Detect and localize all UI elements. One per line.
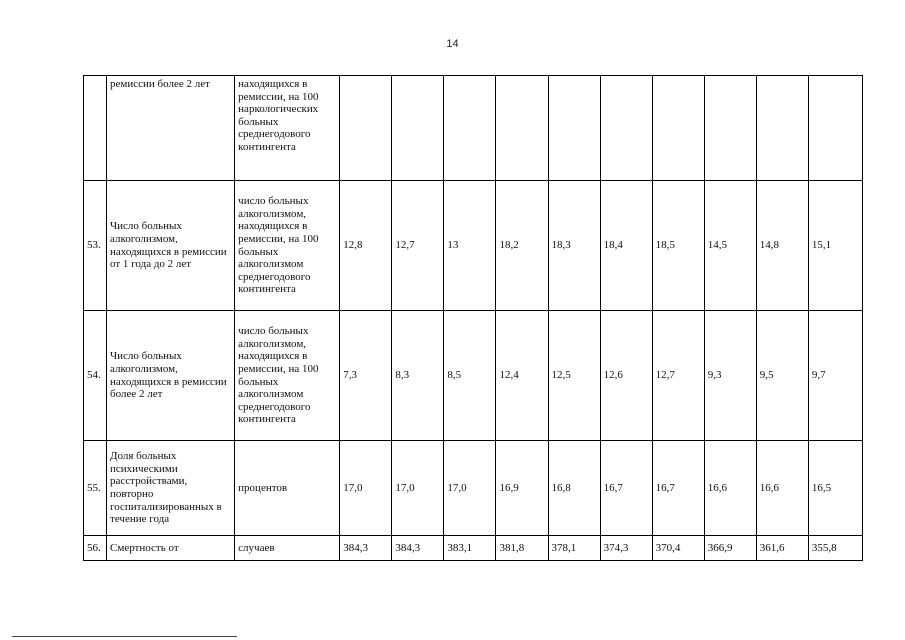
value-cell: 14,5 [704,181,756,311]
row-number: 53. [84,181,107,311]
value-cell: 16,6 [704,441,756,536]
value-cell [704,76,756,181]
row-number [84,76,107,181]
value-cell: 381,8 [496,536,548,561]
value-cell: 16,7 [652,441,704,536]
table-row [84,441,863,536]
indicator-unit: число больных алкоголизмом, находящихся в ремиссии, на 100 больных алкоголизмом среднегодового контингента [235,311,340,441]
value-cell [444,76,496,181]
value-cell: 18,5 [652,181,704,311]
row-number: 56. [84,536,107,561]
value-cell: 383,1 [444,536,496,561]
value-cell: 12,7 [392,181,444,311]
value-cell: 13 [444,181,496,311]
value-cell: 18,2 [496,181,548,311]
value-cell: 366,9 [704,536,756,561]
value-cell: 378,1 [548,536,600,561]
value-cell [808,76,862,181]
indicator-name: Смертность от [107,536,235,561]
value-cell: 12,8 [340,181,392,311]
indicators-table [83,75,863,561]
value-cell: 17,0 [340,441,392,536]
value-cell: 9,7 [808,311,862,441]
value-cell: 15,1 [808,181,862,311]
value-cell: 384,3 [392,536,444,561]
value-cell [600,76,652,181]
value-cell: 361,6 [756,536,808,561]
indicator-unit: процентов [235,441,340,536]
value-cell: 16,7 [600,441,652,536]
footnote-separator [12,636,237,637]
value-cell: 14,8 [756,181,808,311]
value-cell: 18,3 [548,181,600,311]
indicator-name: Число больных алкоголизмом, находящихся в ремиссии от 1 года до 2 лет [107,181,235,311]
table-row [84,76,863,181]
value-cell [496,76,548,181]
indicator-name: Доля больных психическими расстройствами, повторно госпитализированных в течение года [107,441,235,536]
value-cell: 7,3 [340,311,392,441]
value-cell: 16,5 [808,441,862,536]
value-cell: 9,5 [756,311,808,441]
value-cell [340,76,392,181]
indicator-unit: находящихся в ремиссии, на 100 наркологических больных среднегодового контингента [235,76,340,181]
value-cell [756,76,808,181]
value-cell: 8,3 [392,311,444,441]
value-cell [548,76,600,181]
value-cell: 12,6 [600,311,652,441]
indicator-unit: число больных алкоголизмом, находящихся в ремиссии, на 100 больных алкоголизмом среднегодового контингента [235,181,340,311]
table-row [84,311,863,441]
table-row [84,536,863,561]
value-cell: 384,3 [340,536,392,561]
value-cell: 12,7 [652,311,704,441]
value-cell: 16,9 [496,441,548,536]
value-cell: 17,0 [444,441,496,536]
value-cell [652,76,704,181]
value-cell: 370,4 [652,536,704,561]
value-cell: 16,6 [756,441,808,536]
page-number: 14 [446,38,459,50]
value-cell: 8,5 [444,311,496,441]
value-cell: 374,3 [600,536,652,561]
value-cell: 355,8 [808,536,862,561]
table-row [84,181,863,311]
indicator-name: ремиссии более 2 лет [107,76,235,181]
value-cell: 16,8 [548,441,600,536]
value-cell: 17,0 [392,441,444,536]
value-cell: 9,3 [704,311,756,441]
indicator-unit: случаев [235,536,340,561]
indicator-name: Число больных алкоголизмом, находящихся в ремиссии более 2 лет [107,311,235,441]
row-number: 55. [84,441,107,536]
value-cell: 12,5 [548,311,600,441]
value-cell: 18,4 [600,181,652,311]
row-number: 54. [84,311,107,441]
value-cell: 12,4 [496,311,548,441]
value-cell [392,76,444,181]
